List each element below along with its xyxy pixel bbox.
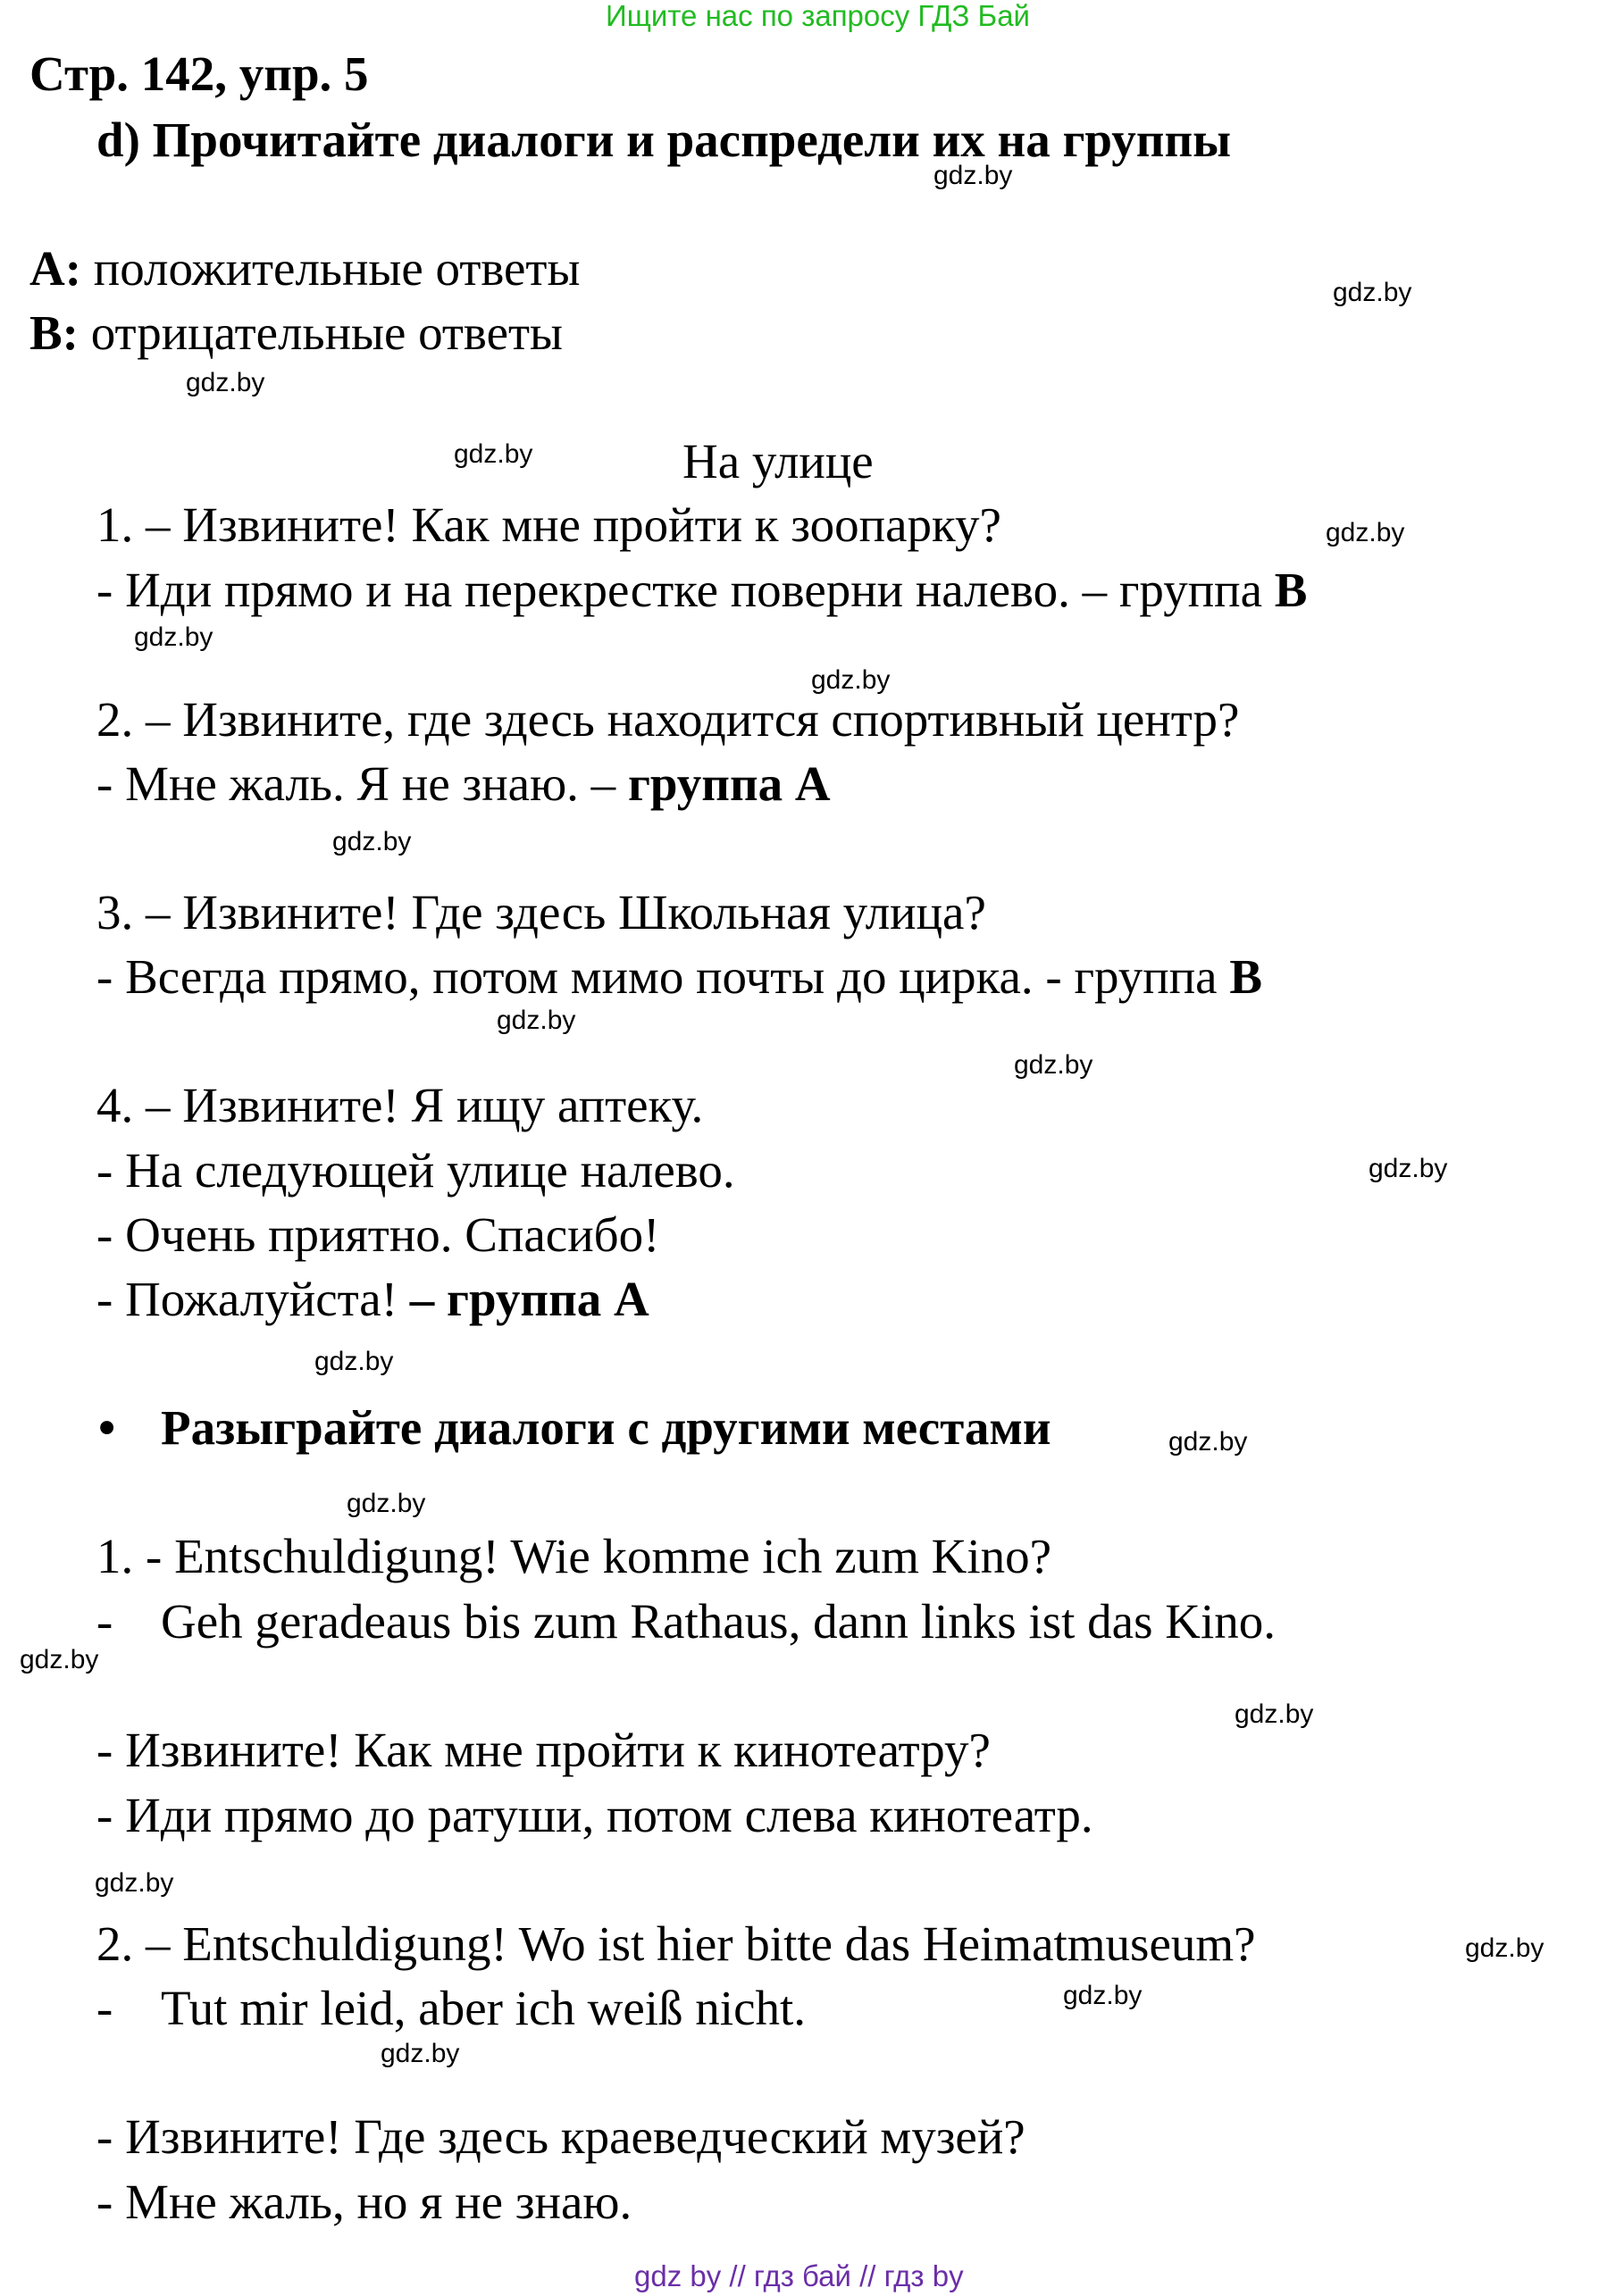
watermark: gdz.by [1063, 1981, 1143, 2010]
dialogue-4-answer-2: - Очень приятно. Спасибо! [96, 1207, 660, 1262]
dialogue-2-answer-text: - Мне жаль. Я не знаю. – [96, 756, 628, 811]
watermark: gdz.by [381, 2039, 460, 2068]
dialogue-1-group: B [1274, 563, 1308, 617]
watermark: gdz.by [332, 827, 412, 856]
watermark: gdz.by [933, 161, 1013, 190]
watermark: gdz.by [497, 1006, 576, 1035]
dialogue-4-group: – группа А [409, 1272, 649, 1326]
watermark: gdz.by [1465, 1933, 1544, 1963]
roleplay-1-question-de: 1. - Entschuldigung! Wie komme ich zum Kino? [96, 1529, 1052, 1583]
dialogue-2-question: 2. – Извините, где здесь находится спортивный центр? [96, 692, 1240, 747]
roleplay-1-answer-de: Geh geradeaus bis zum Rathaus, dann links ist das Kino. [161, 1594, 1276, 1649]
watermark: gdz.by [1235, 1699, 1314, 1729]
group-b-label: B: [29, 305, 79, 360]
footer-links: gdz by // гдз бай // гдз by [634, 2259, 964, 2292]
dialogue-3-answer [96, 949, 1262, 1005]
dialogue-1-answer-text: - Иди прямо и на перекрестке поверни налево. – группа [96, 563, 1275, 617]
watermark: gdz.by [454, 439, 533, 469]
watermark: gdz.by [347, 1489, 426, 1518]
top-banner: Ищите нас по запросу ГДЗ Бай [606, 0, 1030, 32]
group-b-text: отрицательные ответы [79, 305, 563, 360]
dialogue-4-question: 4. – Извините! Я ищу аптеку. [96, 1078, 704, 1132]
dialogue-1-answer [96, 563, 1307, 618]
roleplay-2-answer-de: Tut mir leid, aber ich weiß nicht. [161, 1981, 807, 2035]
section-title: На улице [682, 434, 874, 488]
dialogue-3-group: B [1229, 949, 1262, 1004]
roleplay-1-answer-de-dash: - [96, 1594, 113, 1649]
watermark: gdz.by [1326, 518, 1405, 547]
watermark: gdz.by [1168, 1427, 1248, 1457]
dialogue-4-answer-3-text: - Пожалуйста! [96, 1272, 410, 1326]
watermark: gdz.by [811, 665, 891, 695]
dialogue-3-question: 3. – Извините! Где здесь Школьная улица? [96, 885, 986, 939]
group-a-text: положительные ответы [81, 241, 581, 296]
watermark: gdz.by [1333, 278, 1412, 307]
roleplay-2-answer-ru: - Мне жаль, но я не знаю. [96, 2175, 632, 2229]
roleplay-title: Разыграйте диалоги с другими местами [161, 1400, 1051, 1455]
watermark: gdz.by [95, 1868, 174, 1898]
group-a-label: A: [29, 241, 82, 296]
group-a-legend [29, 241, 580, 296]
watermark: gdz.by [20, 1645, 99, 1674]
roleplay-2-answer-de-dash: - [96, 1981, 113, 2035]
bullet: • [98, 1400, 116, 1455]
dialogue-4-answer-3 [96, 1272, 649, 1327]
watermark: gdz.by [314, 1347, 394, 1376]
watermark: gdz.by [134, 622, 213, 652]
dialogue-2-group: группа А [627, 756, 831, 811]
watermark: gdz.by [186, 368, 265, 397]
task-title: d) Прочитайте диалоги и распредели их на группы [96, 113, 1232, 167]
roleplay-2-question-ru: - Извините! Где здесь краеведческий музей? [96, 2109, 1025, 2164]
dialogue-2-answer [96, 756, 831, 812]
group-b-legend [29, 305, 563, 361]
page-title: Стр. 142, упр. 5 [29, 46, 369, 101]
dialogue-1-question: 1. – Извините! Как мне пройти к зоопарку? [96, 497, 1001, 552]
roleplay-1-answer-ru: - Иди прямо до ратуши, потом слева кинотеатр. [96, 1788, 1093, 1842]
dialogue-4-answer-1: - На следующей улице налево. [96, 1143, 735, 1198]
roleplay-1-question-ru: - Извините! Как мне пройти к кинотеатру? [96, 1723, 991, 1777]
dialogue-3-answer-text: - Всегда прямо, потом мимо почты до цирка. - группа [96, 949, 1230, 1004]
watermark: gdz.by [1014, 1050, 1093, 1080]
watermark: gdz.by [1369, 1154, 1448, 1183]
roleplay-2-question-de: 2. – Entschuldigung! Wo ist hier bitte das Heimatmuseum? [96, 1916, 1256, 1971]
